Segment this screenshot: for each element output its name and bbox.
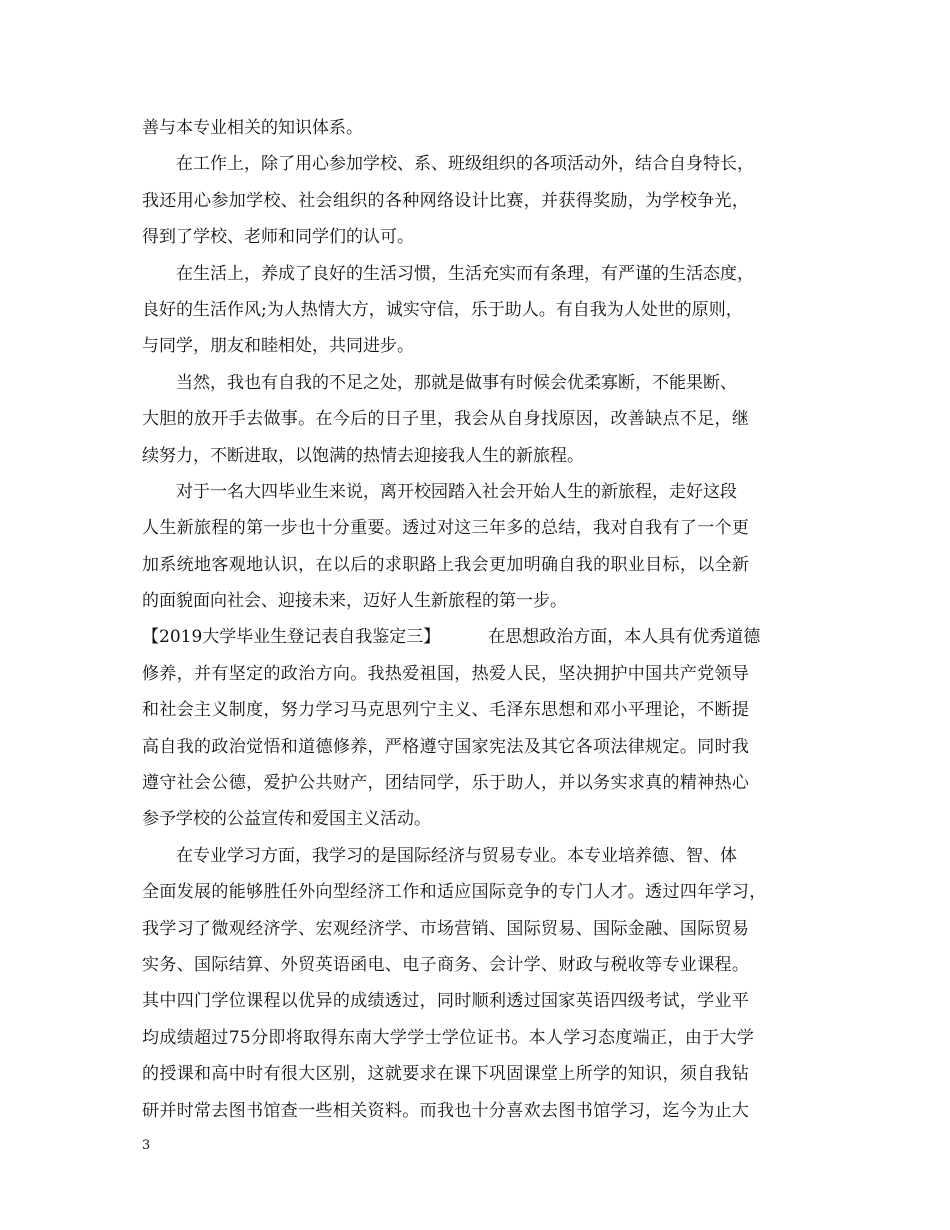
paragraph-study-line: 的授课和高中时有很大区别，这就要求在课下巩固课堂上所学的知识，须自我钻	[142, 1064, 750, 1085]
paragraph-study-line: 均成绩超过75分即将取得东南大学学士学位证书。本人学习态度端正，由于大学	[142, 1027, 755, 1048]
paragraph-politics-line: 遵守社会公德，爱护公共财产，团结同学，乐于助人，并以务实求真的精神热心	[142, 773, 750, 794]
paragraph-politics-line: 参予学校的公益宣传和爱国主义活动。	[142, 809, 431, 830]
paragraph-study-line: 其中四门学位课程以优异的成绩透过，同时顺利透过国家英语四级考试，学业平	[142, 991, 750, 1012]
paragraph-shortcomings-line: 续努力，不断进取，以饱满的热情去迎接我人生的新旅程。	[142, 445, 584, 466]
document-body	[142, 110, 832, 1129]
paragraph-study-line: 研并时常去图书馆查一些相关资料。而我也十分喜欢去图书馆学习，迄今为止大	[142, 1100, 750, 1121]
paragraph-politics-line: 修养，并有坚定的政治方向。我热爱祖国，热爱人民，坚决拥护中国共产党领导	[142, 663, 750, 684]
paragraph-graduate-line: 人生新旅程的第一步也十分重要。透过对这三年多的总结，我对自我有了一个更	[142, 518, 750, 539]
paragraph-politics-line: 和社会主义制度，努力学习马克思列宁主义、毛泽东思想和邓小平理论，不断提	[142, 700, 750, 721]
paragraph-work-line: 得到了学校、老师和同学们的认可。	[142, 227, 414, 248]
text-line: 善与本专业相关的知识体系。	[142, 118, 363, 138]
page-number: 3	[142, 1138, 151, 1153]
paragraph-study-line: 实务、国际结算、外贸英语函电、电子商务、会计学、财政与税收等专业课程。	[142, 954, 750, 975]
paragraph-work-line: 我还用心参加学校、社会组织的各种网络设计比赛，并获得奖励，为学校争光，	[142, 190, 750, 211]
paragraph-life-line: 良好的生活作风;为人热情大方，诚实守信，乐于助人。有自我为人处世的原则，	[142, 299, 743, 320]
section-heading-title: 【2019大学毕业生登记表自我鉴定三】	[142, 627, 441, 648]
paragraph-graduate-line: 对于一名大四毕业生来说，离开校园踏入社会开始人生的新旅程，走好这段	[176, 481, 737, 502]
paragraph-shortcomings-line: 当然，我也有自我的不足之处，那就是做事有时候会优柔寡断，不能果断、	[176, 372, 737, 393]
paragraph-study-line: 在专业学习方面，我学习的是国际经济与贸易专业。本专业培养德、智、体	[176, 845, 737, 866]
paragraph-work-line: 在工作上，除了用心参加学校、系、班级组织的各项活动外，结合自身特长，	[176, 154, 754, 175]
section-heading-first-text: 在思想政治方面，本人具有优秀道德	[488, 627, 761, 648]
paragraph-shortcomings-line: 大胆的放开手去做事。在今后的日子里，我会从自身找原因，改善缺点不足，继	[142, 409, 750, 430]
paragraph-politics-line: 高自我的政治觉悟和道德修养，严格遵守国家宪法及其它各项法律规定。同时我	[142, 736, 750, 757]
paragraph-life-line: 在生活上，养成了良好的生活习惯，生活充实而有条理，有严谨的生活态度，	[176, 263, 754, 284]
section-heading-line	[142, 619, 832, 655]
paragraph-life-line: 与同学，朋友和睦相处，共同进步。	[142, 336, 414, 357]
paragraph-study-line: 我学习了微观经济学、宏观经济学、市场营销、国际贸易、国际金融、国际贸易	[142, 918, 750, 939]
paragraph-study-line: 全面发展的能够胜任外向型经济工作和适应国际竞争的专门人才。透过四年学习，	[142, 882, 767, 903]
paragraph-graduate-line: 加系统地客观地认识，在以后的求职路上我会更加明确自我的职业目标，以全新	[142, 554, 750, 575]
paragraph-graduate-line: 的面貌面向社会、迎接未来，迈好人生新旅程的第一步。	[142, 591, 567, 612]
